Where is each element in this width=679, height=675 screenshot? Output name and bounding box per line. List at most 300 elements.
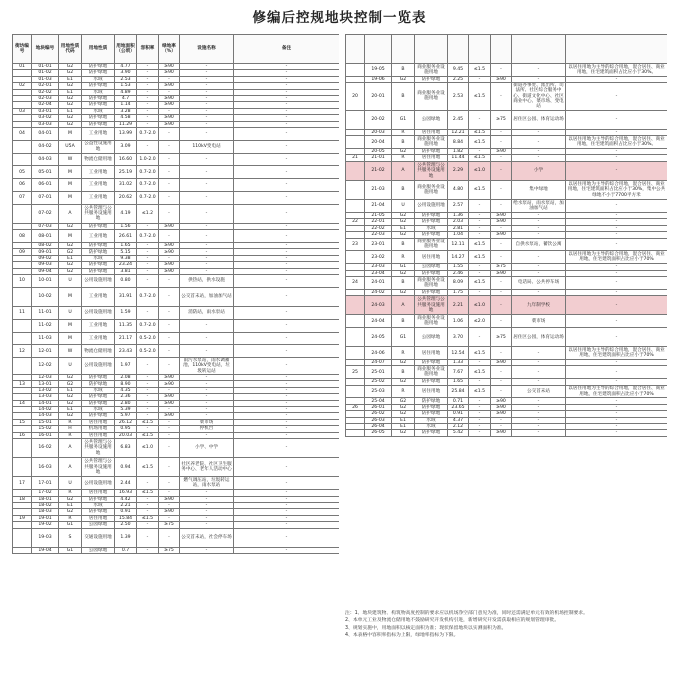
table-cell: 防护绿地 xyxy=(415,149,448,155)
table-row xyxy=(13,230,340,243)
table-cell: 1.06 xyxy=(448,315,469,328)
table-cell xyxy=(13,332,32,345)
table-cell: - xyxy=(469,417,491,423)
table-cell: 1.82 xyxy=(448,149,469,155)
table-cell: - xyxy=(566,149,668,155)
page-title: 修编后控规地块控制一览表 xyxy=(252,10,427,26)
table-cell: 2.44 xyxy=(115,477,137,490)
table-cell: - xyxy=(137,394,159,400)
table-cell: 20.62 xyxy=(115,191,137,204)
table-cell: 2.25 xyxy=(448,76,469,82)
table-row xyxy=(13,127,340,140)
table-cell: - xyxy=(180,381,234,387)
table-row xyxy=(346,296,668,315)
footnote-4: 4、本表格中容积率指标为上限，绿地率指标为下限。 xyxy=(345,632,459,638)
table-cell: 0.80 xyxy=(115,275,137,288)
table-cell: 0.7-2.0 xyxy=(137,191,159,204)
table-cell: ≤1.0 xyxy=(469,296,491,315)
table-cell: 居住用地 xyxy=(415,155,448,161)
table-cell: ≤1.5 xyxy=(469,366,491,379)
table-cell: 2.57 xyxy=(448,200,469,213)
table-cell: E1 xyxy=(59,89,82,95)
table-cell: U xyxy=(59,275,82,288)
table-cell: - xyxy=(159,387,180,393)
table-cell: 07-02 xyxy=(32,204,59,223)
table-cell: 公园绿地 xyxy=(415,110,448,129)
table-cell: G2 xyxy=(59,115,82,121)
table-cell: 24 xyxy=(346,276,365,289)
table-cell: 街道办事处、派出所、司法所、社区综合服务中心、街道文化中心、社区商业中心、菜市场、变电站 xyxy=(513,83,564,110)
table-cell: 工业用地 xyxy=(82,191,115,204)
table-cell: 0.7-2.0 xyxy=(137,319,159,332)
table-cell: - xyxy=(512,225,566,231)
table-cell: 居住用地 xyxy=(82,515,115,521)
table-cell: - xyxy=(234,419,340,425)
table-cell: 以居住用地为主导的综合用地，混合居住、商业用地，住宅建筑面积占比应小于70% xyxy=(566,347,668,360)
table-cell: 公交首末站，加油加气站 xyxy=(180,287,234,306)
table-cell: 24-03 xyxy=(365,296,392,315)
table-cell: 19-03 xyxy=(32,528,59,547)
table-cell: 2.45 xyxy=(448,110,469,129)
table-cell: - xyxy=(180,121,234,127)
table-cell: - xyxy=(137,243,159,249)
table-cell: B xyxy=(392,136,415,149)
table-cell: - xyxy=(469,404,491,410)
table-cell: - xyxy=(137,477,159,490)
table-cell: 机场用地 xyxy=(82,426,115,432)
table-cell: U xyxy=(59,307,82,320)
table-cell: - xyxy=(234,358,340,375)
table-cell: 11.35 xyxy=(115,319,137,332)
table-cell: 0.91 xyxy=(115,509,137,515)
table-cell: 2.12 xyxy=(448,424,469,430)
table-cell: - xyxy=(491,296,512,315)
table-cell: - xyxy=(137,70,159,76)
table-cell: - xyxy=(180,191,234,204)
table-cell: 水域 xyxy=(82,255,115,261)
table-cell: - xyxy=(491,64,512,77)
table-cell: 26-01 xyxy=(365,404,392,410)
table-cell: 电话局、公共停车场 xyxy=(512,276,566,289)
table-cell: - xyxy=(566,289,668,295)
table-cell: - xyxy=(137,108,159,114)
table-cell: 09-02 xyxy=(32,255,59,261)
table-cell: ≥90 xyxy=(491,76,512,82)
table-cell: - xyxy=(512,76,566,82)
table-cell: - xyxy=(159,345,180,358)
table-cell: G2 xyxy=(59,102,82,108)
table-cell: 110kV变电站 xyxy=(180,140,234,153)
table-cell xyxy=(13,528,32,547)
table-cell: 居住用地 xyxy=(415,347,448,360)
table-cell: 09-01 xyxy=(32,249,59,255)
table-cell: ≥75 xyxy=(491,110,512,129)
table-cell: - xyxy=(566,404,668,410)
table-cell: - xyxy=(469,289,491,295)
table-cell: ≥90 xyxy=(159,375,180,381)
table-cell: - xyxy=(491,289,512,295)
table-cell: - xyxy=(159,108,180,114)
table-cell xyxy=(13,319,32,332)
table-row xyxy=(13,275,340,288)
table-cell: 13-01 xyxy=(32,381,59,387)
table-cell: 商业服务业设施用地 xyxy=(415,64,448,77)
table-cell: - xyxy=(512,264,566,270)
table-cell: - xyxy=(512,289,566,295)
table-cell: 物流仓储用地 xyxy=(82,153,115,166)
table-cell: 商业服务业设施用地 xyxy=(415,276,448,289)
table-cell: - xyxy=(234,108,340,114)
table-cell: 13 xyxy=(13,381,32,387)
table-cell: 01-01 xyxy=(32,64,59,70)
table-cell xyxy=(13,458,32,477)
table-cell: 04-03 xyxy=(32,153,59,166)
table-cell: 2.36 xyxy=(115,394,137,400)
table-row xyxy=(346,181,668,200)
table-cell: 公共管理与公共服务设施用地 xyxy=(82,438,115,457)
table-cell: - xyxy=(469,200,491,213)
table-cell: 以居住用地为主导的综合用地，混合居住、商业用地，住宅建筑面积占比应小于30%。 xyxy=(566,64,668,77)
table-cell: E1 xyxy=(59,76,82,82)
table-cell: 26.12 xyxy=(115,419,137,425)
table-cell: 0.91 xyxy=(448,411,469,417)
table-cell: B xyxy=(392,181,415,200)
column-header: 容积率 xyxy=(137,35,159,64)
table-cell: - xyxy=(159,255,180,261)
table-cell: - xyxy=(180,509,234,515)
table-cell: 03-03 xyxy=(32,121,59,127)
table-cell: 19-02 xyxy=(32,522,59,528)
column-header: 用地性质代码 xyxy=(59,35,82,64)
left-table-header xyxy=(13,35,340,64)
table-cell: 自供水泵站，蓄饮公寓 xyxy=(512,238,566,251)
table-cell: 16-01 xyxy=(32,432,59,438)
column-header: 街坊编号 xyxy=(13,35,32,64)
table-cell: - xyxy=(469,270,491,276)
table-cell: - xyxy=(234,426,340,432)
table-cell: 25-02 xyxy=(365,379,392,385)
table-cell: 18-03 xyxy=(32,509,59,515)
table-cell: - xyxy=(566,129,668,135)
table-cell: - xyxy=(469,213,491,219)
table-cell: 公园绿地 xyxy=(82,547,115,553)
footnote-2: 2、本单元工业及物流仓储用地不鼓励研究开发机构引进，新增研究开发需获取相应的规划管理审批。 xyxy=(345,618,560,624)
table-cell: G2 xyxy=(59,121,82,127)
column-header: 绿地率（%） xyxy=(159,35,180,64)
table-cell: A xyxy=(59,438,82,457)
right-table-panel xyxy=(345,34,667,608)
table-cell: 03-02 xyxy=(32,115,59,121)
table-cell: 2.53 xyxy=(448,83,469,110)
table-cell: ≤1.0 xyxy=(137,438,159,457)
table-cell: 0.7-2.0 xyxy=(137,179,159,192)
table-cell: 07-01 xyxy=(32,191,59,204)
table-cell: U xyxy=(59,477,82,490)
column-header: 地块编号 xyxy=(32,35,59,64)
table-row xyxy=(346,328,668,347)
table-cell: - xyxy=(180,166,234,179)
table-cell: 防护绿地 xyxy=(415,404,448,410)
table-cell: - xyxy=(159,426,180,432)
table-cell: - xyxy=(566,264,668,270)
table-cell: 14-01 xyxy=(32,400,59,406)
table-cell: - xyxy=(234,64,340,70)
table-cell: 防护绿地 xyxy=(415,232,448,238)
table-cell: 水域 xyxy=(82,76,115,82)
table-cell: - xyxy=(180,95,234,101)
table-cell: 02-02 xyxy=(32,89,59,95)
table-cell xyxy=(13,287,32,306)
table-cell: 防护绿地 xyxy=(82,64,115,70)
table-row xyxy=(13,345,340,358)
table-cell: - xyxy=(491,315,512,328)
table-row xyxy=(13,166,340,179)
table-cell: - xyxy=(234,477,340,490)
table-cell: R xyxy=(392,251,415,264)
table-cell: 25-01 xyxy=(365,366,392,379)
table-cell: - xyxy=(566,296,668,315)
table-row xyxy=(13,179,340,192)
table-cell: - xyxy=(234,76,340,82)
table-cell: - xyxy=(491,136,512,149)
table-cell: 2.53 xyxy=(115,76,137,82)
table-cell: - xyxy=(234,255,340,261)
table-cell: 15-01 xyxy=(32,419,59,425)
table-cell: - xyxy=(234,268,340,274)
table-cell xyxy=(346,328,365,347)
table-cell: 物流仓储用地 xyxy=(82,345,115,358)
table-cell: - xyxy=(234,413,340,419)
table-row xyxy=(346,200,668,213)
table-cell: 4.35 xyxy=(115,387,137,393)
table-cell: - xyxy=(137,413,159,419)
table-row xyxy=(346,430,668,436)
table-cell: - xyxy=(234,243,340,249)
table-cell: 01-02 xyxy=(32,70,59,76)
table-cell: - xyxy=(137,140,159,153)
table-cell: 菜市场 xyxy=(512,315,566,328)
table-cell: 工业用地 xyxy=(82,179,115,192)
table-cell: - xyxy=(469,149,491,155)
table-cell: B xyxy=(392,83,415,110)
table-cell: - xyxy=(512,424,566,430)
table-cell: 水域 xyxy=(82,502,115,508)
table-row xyxy=(346,238,668,251)
table-cell: A xyxy=(59,458,82,477)
table-row xyxy=(13,153,340,166)
table-cell: - xyxy=(180,64,234,70)
table-cell: 17-01 xyxy=(32,477,59,490)
table-cell: 1.55 xyxy=(448,264,469,270)
table-cell: 11-02 xyxy=(32,319,59,332)
table-cell: 防护绿地 xyxy=(82,223,115,229)
table-cell: 1.39 xyxy=(115,528,137,547)
table-cell: - xyxy=(180,89,234,95)
table-cell: 防护绿地 xyxy=(82,70,115,76)
table-cell: ≤1.5 xyxy=(137,515,159,521)
table-cell: - xyxy=(137,307,159,320)
table-cell: 0.5-2.0 xyxy=(137,332,159,345)
table-cell: 水域 xyxy=(82,108,115,114)
table-cell: 5.39 xyxy=(115,407,137,413)
table-cell: 燃气调压站，垃圾转运站，雨水泵站 xyxy=(180,477,234,490)
table-cell: - xyxy=(234,319,340,332)
table-cell: - xyxy=(566,200,668,213)
table-cell: 防护绿地 xyxy=(415,219,448,225)
table-cell: ≥75 xyxy=(159,522,180,528)
table-cell: W xyxy=(59,153,82,166)
table-cell: 商业服务业设施用地 xyxy=(415,238,448,251)
table-cell: E1 xyxy=(392,225,415,231)
table-cell: 12.11 xyxy=(448,238,469,251)
table-cell: 2.29 xyxy=(448,161,469,180)
table-cell: 20-01 xyxy=(365,83,392,110)
table-cell: 15.84 xyxy=(115,515,137,521)
table-cell: ≥90 xyxy=(159,262,180,268)
table-cell: 03 xyxy=(13,108,32,114)
table-cell: 18 xyxy=(13,496,32,502)
table-cell: 商业服务业设施用地 xyxy=(415,366,448,379)
table-cell: 21-02 xyxy=(365,161,392,180)
table-cell: - xyxy=(234,191,340,204)
table-cell: - xyxy=(159,275,180,288)
table-cell: - xyxy=(180,515,234,521)
table-cell: - xyxy=(469,225,491,231)
table-cell: 居住用地 xyxy=(415,129,448,135)
table-cell: 09-03 xyxy=(32,262,59,268)
table-row xyxy=(13,307,340,320)
table-cell: G2 xyxy=(392,76,415,82)
table-cell: - xyxy=(234,166,340,179)
table-cell: 31.91 xyxy=(115,287,137,306)
footnote-1: 注：1、地块建筑物、构筑物高度控制的要求应以机场净空部门意见为准，同时还需满足单元有效的机场控制要求。 xyxy=(345,611,588,616)
table-cell: ≥75 xyxy=(491,264,512,270)
table-cell: - xyxy=(234,70,340,76)
table-cell: G2 xyxy=(59,249,82,255)
table-cell: M xyxy=(59,319,82,332)
table-cell: ≤1.0 xyxy=(469,161,491,180)
table-cell: 02-03 xyxy=(32,95,59,101)
table-cell: - xyxy=(469,430,491,436)
table-cell: - xyxy=(137,358,159,375)
table-cell: 防护绿地 xyxy=(82,243,115,249)
table-cell: - xyxy=(234,275,340,288)
table-cell: 防护绿地 xyxy=(82,249,115,255)
table-cell: 给水泵站，雨水泵站，加油加气站 xyxy=(513,200,564,212)
table-cell: - xyxy=(180,262,234,268)
table-cell: 11-01 xyxy=(32,307,59,320)
table-cell: 1.0-2.0 xyxy=(137,153,159,166)
table-cell: - xyxy=(234,332,340,345)
table-cell: - xyxy=(566,76,668,82)
table-cell: - xyxy=(159,287,180,306)
table-cell: - xyxy=(180,127,234,140)
table-cell: ≤1.5 xyxy=(469,347,491,360)
table-cell: - xyxy=(512,136,566,149)
table-cell: E1 xyxy=(59,255,82,261)
table-cell: - xyxy=(234,230,340,243)
table-cell: 8.09 xyxy=(448,276,469,289)
table-cell: 以居住用地为主导的综合用地，混合居住、商业用地，住宅建筑面积占比应小于70% xyxy=(566,385,668,398)
table-cell: - xyxy=(491,417,512,423)
table-row xyxy=(13,458,340,477)
table-cell: 公交首末站 xyxy=(512,385,566,398)
table-cell xyxy=(346,315,365,328)
table-cell: ≤1.5 xyxy=(469,155,491,161)
table-cell: - xyxy=(137,502,159,508)
table-cell: 4.58 xyxy=(115,115,137,121)
table-cell: 防护绿地 xyxy=(82,509,115,515)
table-cell: 商业服务业设施用地 xyxy=(415,83,448,110)
table-cell: - xyxy=(159,319,180,332)
table-cell: - xyxy=(159,432,180,438)
table-cell: - xyxy=(234,83,340,89)
table-cell: - xyxy=(234,127,340,140)
table-cell xyxy=(346,430,365,436)
table-cell: 防护绿地 xyxy=(82,121,115,127)
table-cell: 25.84 xyxy=(448,385,469,398)
table-cell: 4.37 xyxy=(448,417,469,423)
table-cell: 公园绿地 xyxy=(415,264,448,270)
table-cell: 22 xyxy=(346,219,365,225)
table-cell: 工业用地 xyxy=(82,127,115,140)
table-cell: 12-03 xyxy=(32,375,59,381)
table-cell: 04-02 xyxy=(32,140,59,153)
table-cell: G2 xyxy=(59,381,82,387)
table-cell: - xyxy=(234,223,340,229)
table-cell: G2 xyxy=(59,70,82,76)
table-cell: - xyxy=(159,191,180,204)
table-cell: 1.65 xyxy=(115,243,137,249)
table-cell: 0.71 xyxy=(448,398,469,404)
table-cell: - xyxy=(234,458,340,477)
table-cell: ≤1.5 xyxy=(469,276,491,289)
table-cell: 1.04 xyxy=(448,232,469,238)
table-cell: 交通设施用地 xyxy=(82,528,115,547)
table-cell: - xyxy=(180,490,234,496)
table-cell: S xyxy=(59,528,82,547)
table-cell: ≥90 xyxy=(491,213,512,219)
table-cell: - xyxy=(137,255,159,261)
table-cell xyxy=(13,153,32,166)
table-cell: - xyxy=(566,430,668,436)
table-cell: - xyxy=(234,204,340,223)
table-cell: ≥90 xyxy=(159,70,180,76)
table-row xyxy=(346,366,668,379)
table-cell: - xyxy=(512,219,566,225)
table-row xyxy=(346,315,668,328)
table-cell: B xyxy=(392,64,415,77)
table-cell: 水域 xyxy=(82,407,115,413)
table-cell: - xyxy=(180,332,234,345)
table-cell: 10-01 xyxy=(32,275,59,288)
table-cell: ≥90 xyxy=(159,496,180,502)
table-cell xyxy=(13,438,32,457)
table-cell: - xyxy=(159,204,180,223)
table-cell: G1 xyxy=(392,110,415,129)
table-cell: - xyxy=(234,179,340,192)
table-cell: 18-02 xyxy=(32,502,59,508)
table-cell: 20 xyxy=(346,83,365,110)
table-cell: - xyxy=(180,432,234,438)
table-row xyxy=(346,347,668,360)
table-cell: U xyxy=(392,200,415,213)
table-cell: 26-04 xyxy=(365,424,392,430)
table-cell: U xyxy=(59,358,82,375)
table-cell: - xyxy=(180,102,234,108)
column-header: 设施名称 xyxy=(180,35,234,64)
table-cell: 2.80 xyxy=(115,400,137,406)
